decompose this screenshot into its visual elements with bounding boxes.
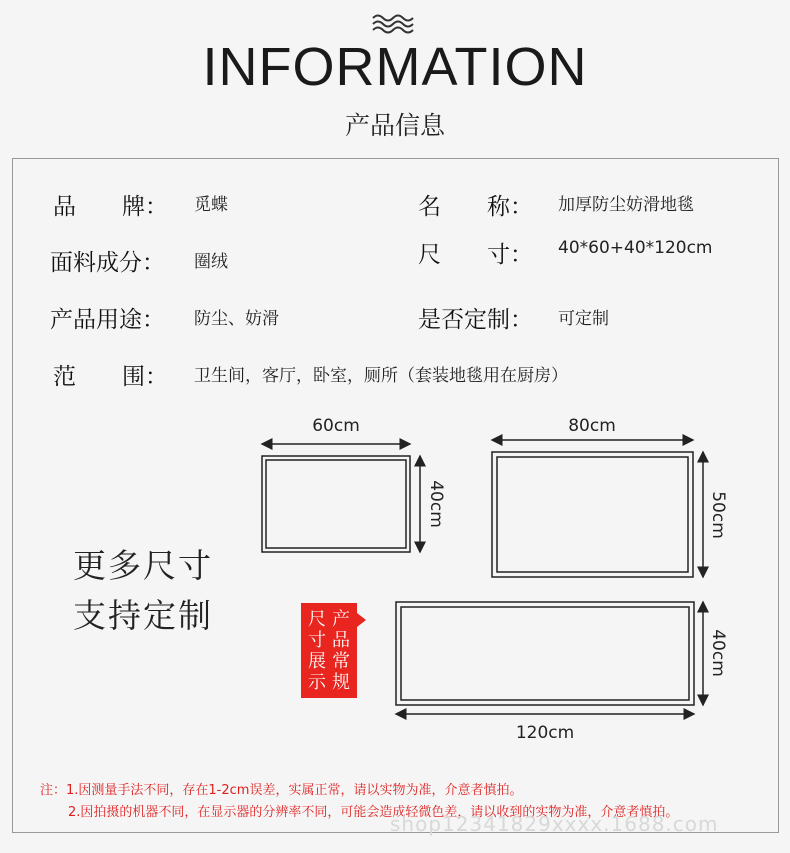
customizable-label: 是否定制： <box>418 307 533 333</box>
rug2-height-label: 50cm <box>708 491 728 539</box>
brand-label: 品 牌： <box>53 194 168 220</box>
rug1-width-label: 60cm <box>312 416 360 436</box>
scope-label: 范 围： <box>53 364 168 390</box>
scope-value: 卫生间，客厅，卧室，厕所（套装地毯用在厨房） <box>194 366 568 386</box>
size-label: 尺 寸： <box>418 242 533 268</box>
brand-value: 觅蝶 <box>194 195 228 215</box>
rug3-width-label: 120cm <box>515 723 575 743</box>
note-line-1: 注：1.因测量手法不同，存在1-2cm误差，实属正常，请以实物为准，介意者慎拍。 <box>40 783 523 798</box>
rug2-width-label: 80cm <box>568 416 616 436</box>
tag-left-column: 尺 寸 展 示 <box>308 609 326 693</box>
tag-right-column: 产 品 常 规 <box>332 609 350 693</box>
usage-label: 产品用途： <box>50 307 165 333</box>
page-title: INFORMATION <box>202 37 588 97</box>
watermark-text: shop12341829xxxx.1688.com <box>390 812 719 836</box>
page-subtitle: 产品信息 <box>344 111 445 140</box>
custom-size-line1: 更多尺寸 <box>73 546 213 585</box>
rug-80x50 <box>492 440 703 577</box>
name-value: 加厚防尘妨滑地毯 <box>558 195 694 215</box>
size-value: 40*60+40*120cm <box>558 238 713 258</box>
custom-size-line2: 支持定制 <box>73 596 213 635</box>
material-value: 圈绒 <box>194 252 228 272</box>
rug-120x40 <box>396 602 703 714</box>
usage-value: 防尘、妨滑 <box>194 309 279 329</box>
rug1-height-label: 40cm <box>426 480 446 528</box>
note-line-2: 2.因拍摄的机器不同，在显示器的分辨率不同，可能会造成轻微色差，请以收到的实物为准，介意者慎拍。 <box>68 805 679 820</box>
name-label: 名 称： <box>418 194 533 220</box>
material-label: 面料成分： <box>50 250 165 276</box>
rug-60x40 <box>262 444 420 552</box>
rug3-height-label: 40cm <box>708 629 728 677</box>
customizable-value: 可定制 <box>558 309 609 329</box>
